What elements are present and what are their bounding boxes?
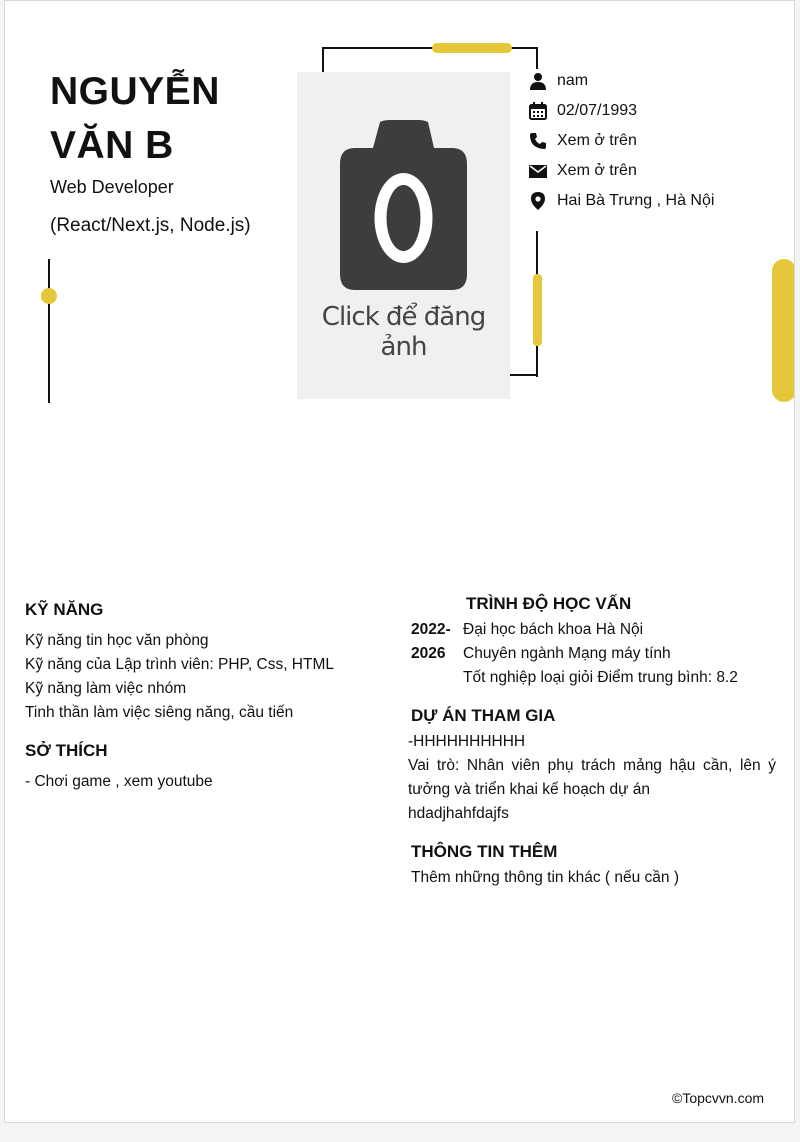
project-extra: hdadjhahfdajfs — [408, 805, 509, 822]
calendar-icon — [529, 102, 547, 120]
project-role: Vai trò: Nhân viên phụ trách mảng hậu cần, lên ý tưởng và triển khai kế hoạch dự án — [408, 757, 776, 798]
birthday-value: 02/07/1993 — [557, 102, 638, 119]
name-line-2: VĂN B — [50, 124, 174, 167]
more-info-heading: THÔNG TIN THÊM — [411, 842, 558, 861]
decor-yellow-bar-top — [432, 43, 512, 53]
address-value: Hai Bà Trưng , Hà Nội — [557, 192, 715, 209]
cv-page — [4, 0, 795, 1123]
project-name: -HHHHHHHHHH — [408, 733, 526, 750]
photo-caption: Click để đăng ảnh — [321, 302, 486, 362]
year-start: 2022- — [411, 621, 451, 638]
projects-body — [408, 730, 776, 826]
contact-gender — [529, 70, 588, 92]
contact-phone — [529, 130, 637, 152]
camera-icon — [340, 120, 467, 290]
email-value: Xem ở trên — [557, 162, 637, 179]
grade-result: Tốt nghiệp loại giỏi Điểm trung bình: 8.2 — [463, 669, 738, 686]
gender-value: nam — [557, 72, 589, 89]
skills-heading: KỸ NĂNG — [25, 600, 104, 619]
decor-dot — [41, 288, 57, 304]
user-icon — [529, 72, 547, 90]
phone-icon — [529, 132, 547, 150]
phone-value: Xem ở trên — [557, 132, 637, 149]
full-name — [50, 65, 220, 173]
skill-item: Kỹ năng làm việc nhóm — [25, 680, 187, 697]
contact-birthday — [529, 100, 637, 122]
photo-upload[interactable] — [297, 72, 510, 399]
major: Chuyên ngành Mạng máy tính — [463, 645, 671, 662]
job-title: Web Developer — [50, 177, 174, 197]
contact-email — [529, 160, 637, 182]
skill-item: Kỹ năng tin học văn phòng — [25, 632, 209, 649]
decor-yellow-bar-mid — [533, 274, 542, 346]
education-heading: TRÌNH ĐỘ HỌC VẤN — [466, 594, 632, 613]
year-end: 2026 — [411, 645, 446, 662]
more-info-text: Thêm những thông tin khác ( nếu cần ) — [411, 869, 680, 886]
hobbies-text: - Chơi game , xem youtube — [25, 773, 213, 790]
skill-item: Kỹ năng của Lập trình viên: PHP, Css, HTML — [25, 656, 335, 673]
location-pin-icon — [529, 192, 547, 210]
education-years — [411, 618, 451, 666]
decor-yellow-bar-right — [772, 259, 795, 402]
hobbies-heading: SỞ THÍCH — [25, 741, 108, 760]
footer-copyright: ©Topcvvn.com — [672, 1090, 765, 1106]
contact-address — [529, 190, 714, 212]
job-title-detail: (React/Next.js, Node.js) — [50, 215, 251, 236]
school-name: Đại học bách khoa Hà Nội — [463, 621, 644, 638]
photo-frame-left — [322, 47, 324, 73]
decor-line-left — [48, 259, 50, 403]
name-line-1: NGUYỄN — [50, 70, 220, 113]
education-details — [463, 618, 738, 690]
photo-frame-bottom — [510, 374, 538, 376]
mail-icon — [529, 162, 547, 180]
skills-list — [25, 629, 334, 725]
projects-heading: DỰ ÁN THAM GIA — [411, 706, 556, 725]
skill-item: Tinh thần làm việc siêng năng, cầu tiến — [25, 704, 294, 721]
photo-frame-right-top — [536, 47, 538, 69]
